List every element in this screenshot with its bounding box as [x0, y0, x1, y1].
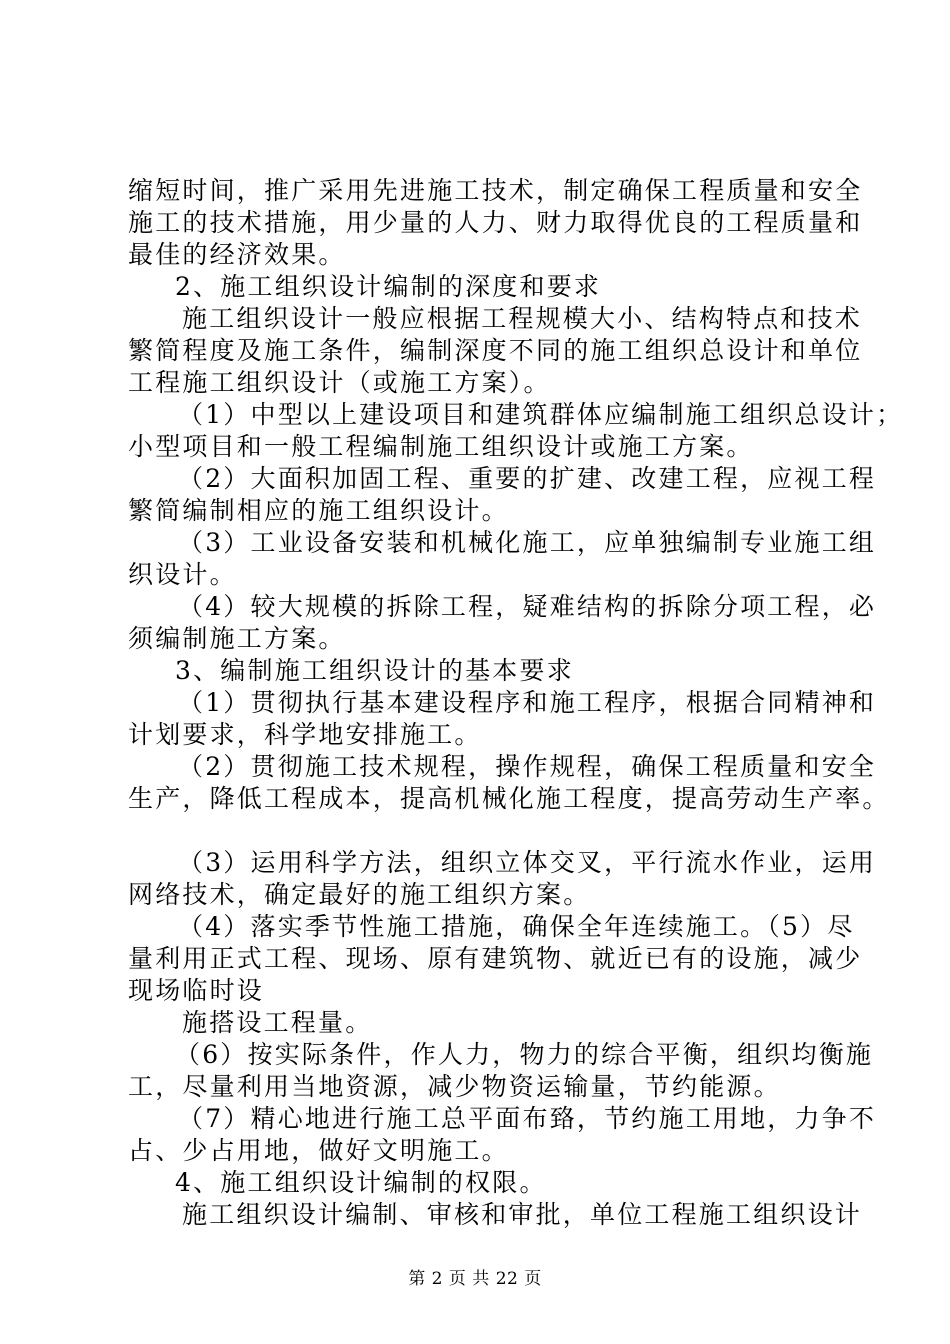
text-line: 施搭设工程量。 [182, 1008, 373, 1037]
text-line: （2）贯彻施工技术规程，操作规程，确保工程质量和安全 [178, 752, 877, 781]
text-line: 最佳的经济效果。 [128, 240, 346, 269]
text-line: 缩短时间，推广采用先进施工技术，制定确保工程质量和安全 [128, 176, 863, 205]
text-line: 计划要求，科学地安排施工。 [128, 720, 482, 749]
text-line: （4）落实季节性施工措施，确保全年连续施工。（5）尽 [178, 912, 855, 941]
text-line: 施工组织设计一般应根据工程规模大小、结构特点和技术 [182, 304, 863, 333]
text-line: 施工组织设计编制、审核和审批，单位工程施工组织设计 [182, 1200, 863, 1229]
text-line: （3）运用科学方法，组织立体交叉，平行流水作业，运用 [178, 848, 877, 877]
text-line: 占、少占用地，做好文明施工。 [128, 1136, 509, 1165]
text-line: （3）工业设备安装和机械化施工，应单独编制专业施工组 [178, 528, 877, 557]
text-line: 小型项目和一般工程编制施工组织设计或施工方案。 [128, 432, 754, 461]
text-line: （6）按实际条件，作人力，物力的综合平衡，组织均衡施 [175, 1040, 874, 1069]
text-line: （1）贯彻执行基本建设程序和施工程序，根据合同精神和 [178, 688, 877, 717]
text-line: 繁简程度及施工条件，编制深度不同的施工组织总设计和单位 [128, 336, 863, 365]
text-line: 织设计。 [128, 560, 237, 589]
text-line: 生产，降低工程成本，提高机械化施工程度，提高劳动生产率。 [128, 784, 890, 813]
text-line: 工，尽量利用当地资源，减少物资运输量，节约能源。 [128, 1072, 781, 1101]
text-line: 网络技术，确定最好的施工组织方案。 [128, 880, 591, 909]
text-line: 须编制施工方案。 [128, 624, 346, 653]
text-line: （2）大面积加固工程、重要的扩建、改建工程，应视工程 [178, 464, 877, 493]
page-footer: 第 2 页 共 22 页 [408, 1269, 542, 1289]
text-line: （1）中型以上建设项目和建筑群体应编制施工组织总设计； [178, 400, 904, 429]
section-heading: 4、施工组织设计编制的权限。 [175, 1168, 547, 1197]
section-heading: 3、编制施工组织设计的基本要求 [175, 656, 574, 685]
text-line: （7）精心地进行施工总平面布臵，节约施工用地，力争不 [178, 1104, 877, 1133]
text-line: 施工的技术措施，用少量的人力、财力取得优良的工程质量和 [128, 208, 863, 237]
section-heading: 2、施工组织设计编制的深度和要求 [175, 272, 602, 301]
text-line: 现场临时设 [128, 976, 265, 1005]
text-line: 量利用正式工程、现场、原有建筑物、就近已有的设施，减少 [128, 944, 863, 973]
text-line: 工程施工组织设计（或施工方案）。 [128, 368, 551, 397]
text-line: （4）较大规模的拆除工程，疑难结构的拆除分项工程，必 [178, 592, 877, 621]
text-line: 繁简编制相应的施工组织设计。 [128, 496, 509, 525]
